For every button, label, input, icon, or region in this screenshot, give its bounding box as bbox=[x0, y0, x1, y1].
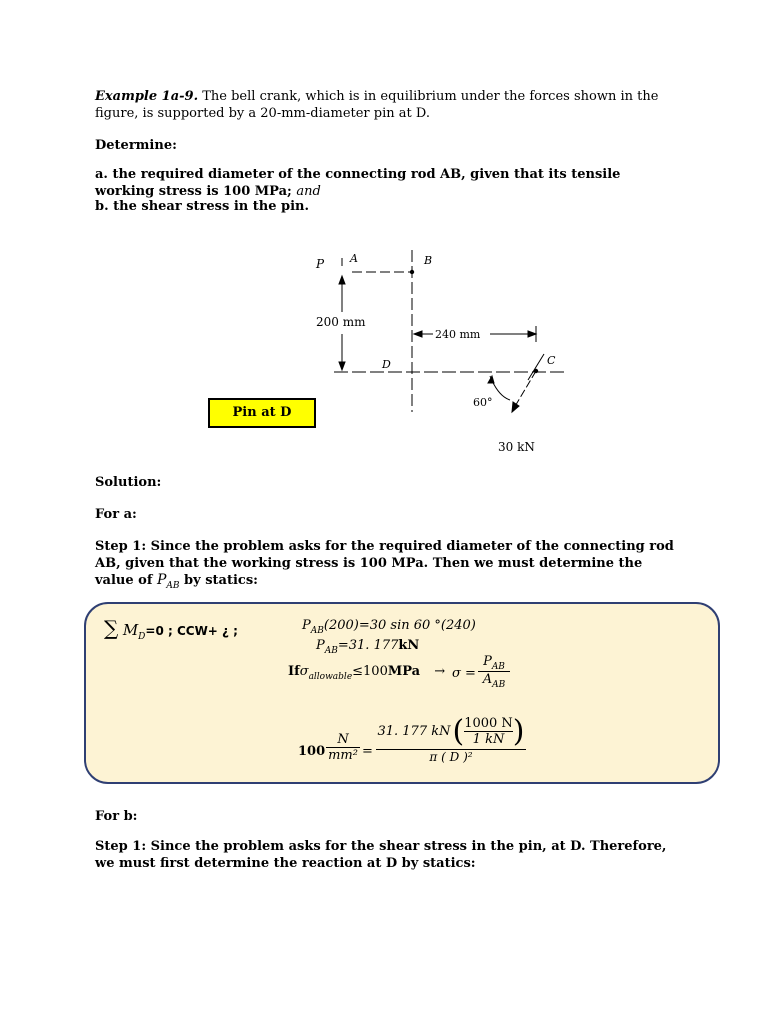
dim-200mm: 200 mm bbox=[316, 315, 366, 329]
equals-sign: = bbox=[362, 744, 373, 759]
label-p: P bbox=[316, 257, 325, 271]
le100: ≤100 bbox=[352, 664, 388, 679]
item-b: b. the shear stress in the pin. bbox=[95, 199, 310, 214]
item-a-and: and bbox=[296, 184, 321, 199]
stress-formula bbox=[452, 666, 476, 681]
dim-240mm: 240 mm bbox=[435, 328, 481, 341]
eq2 bbox=[316, 638, 420, 656]
label-d: D bbox=[382, 358, 391, 371]
arrow-symbol: → bbox=[434, 664, 446, 679]
item-a-text: a. the required diameter of the connecting rod AB, given that its tensile working stress is 100 MPa; bbox=[95, 167, 621, 199]
item-a bbox=[95, 166, 675, 200]
moment-rest: =0 ; CCW+ ¿ ; bbox=[145, 624, 238, 638]
solution-heading: Solution: bbox=[95, 475, 162, 490]
ab-subscript: AB bbox=[166, 581, 180, 591]
pi-symbol: π bbox=[429, 750, 438, 764]
eq2-kn: kN bbox=[398, 638, 420, 653]
moment-equation bbox=[104, 616, 238, 640]
mm2-bottom: mm² bbox=[326, 747, 360, 763]
pin-at-d-label: Pin at D bbox=[208, 398, 316, 428]
n-per-mm2-fraction bbox=[326, 732, 360, 763]
example-paragraph bbox=[95, 88, 675, 122]
sum-symbol: ∑ bbox=[104, 616, 119, 640]
frac-p: P bbox=[483, 654, 492, 669]
bell-crank-figure bbox=[300, 240, 570, 460]
frac-a-ab: AB bbox=[492, 680, 506, 690]
hundred-value: 100 bbox=[298, 744, 326, 759]
step1a-text: Step 1: Since the problem asks for the required diameter of the connecting rod AB, given that the working stress is 100 MPa. Then we must determine the value of bbox=[95, 539, 674, 588]
force-label: 30 kN bbox=[498, 440, 535, 454]
if-text: If bbox=[288, 664, 300, 679]
allowable-subscript: allowable bbox=[308, 672, 353, 682]
equation-box bbox=[84, 602, 720, 784]
eq1-ab: AB bbox=[310, 626, 324, 636]
eq2-p: P bbox=[316, 638, 325, 653]
eq2-ab: AB bbox=[324, 646, 338, 656]
step1b-paragraph: Step 1: Since the problem asks for the shear stress in the pin, at D. Therefore, we must first determine the reaction at D by statics: bbox=[95, 839, 667, 871]
eq1-p: P bbox=[302, 618, 311, 633]
label-c: C bbox=[547, 354, 556, 367]
m-symbol: M bbox=[122, 621, 139, 639]
num-text: 31. 177 kN bbox=[377, 724, 451, 739]
eq1-rest: (200)=30 sin 60 °(240) bbox=[323, 618, 476, 633]
angle-label: 60° bbox=[473, 396, 493, 409]
determine-heading: Determine: bbox=[95, 138, 177, 153]
eq2-rest: =31. 177 bbox=[337, 638, 399, 653]
n-top: N bbox=[337, 732, 349, 747]
step1a-paragraph bbox=[95, 538, 675, 591]
main-fraction: 31. 177 kN ( 1000 N 1 kN ) π ( D )² bbox=[377, 713, 525, 764]
frac-p-ab: AB bbox=[491, 662, 505, 672]
example-text: The bell crank, which is in equilibrium under the forces shown in the figure, is supported by a 20-mm-diameter pin at D. bbox=[95, 89, 659, 121]
step1a-tail: by statics: bbox=[184, 573, 258, 588]
frac-a: A bbox=[482, 672, 493, 687]
stress-fraction bbox=[478, 654, 510, 690]
allowable-condition bbox=[288, 664, 446, 682]
mpa-text: MPa bbox=[387, 664, 421, 679]
label-b: B bbox=[424, 254, 433, 267]
d-subscript: D bbox=[138, 632, 146, 642]
conv-top: 1000 N bbox=[464, 716, 513, 731]
example-label: Example 1a-9. bbox=[95, 89, 199, 104]
eq1 bbox=[302, 618, 476, 636]
sigma-symbol: σ bbox=[299, 664, 309, 679]
p-ab-symbol bbox=[156, 572, 180, 591]
sigma-eq: σ = bbox=[452, 666, 476, 681]
for-b-heading: For b: bbox=[95, 809, 138, 824]
p-symbol: P bbox=[156, 572, 167, 588]
conv-bot: 1 kN bbox=[464, 731, 513, 747]
den-rest: ( D )² bbox=[441, 750, 473, 764]
label-a: A bbox=[350, 252, 358, 265]
for-a-heading: For a: bbox=[95, 507, 137, 522]
